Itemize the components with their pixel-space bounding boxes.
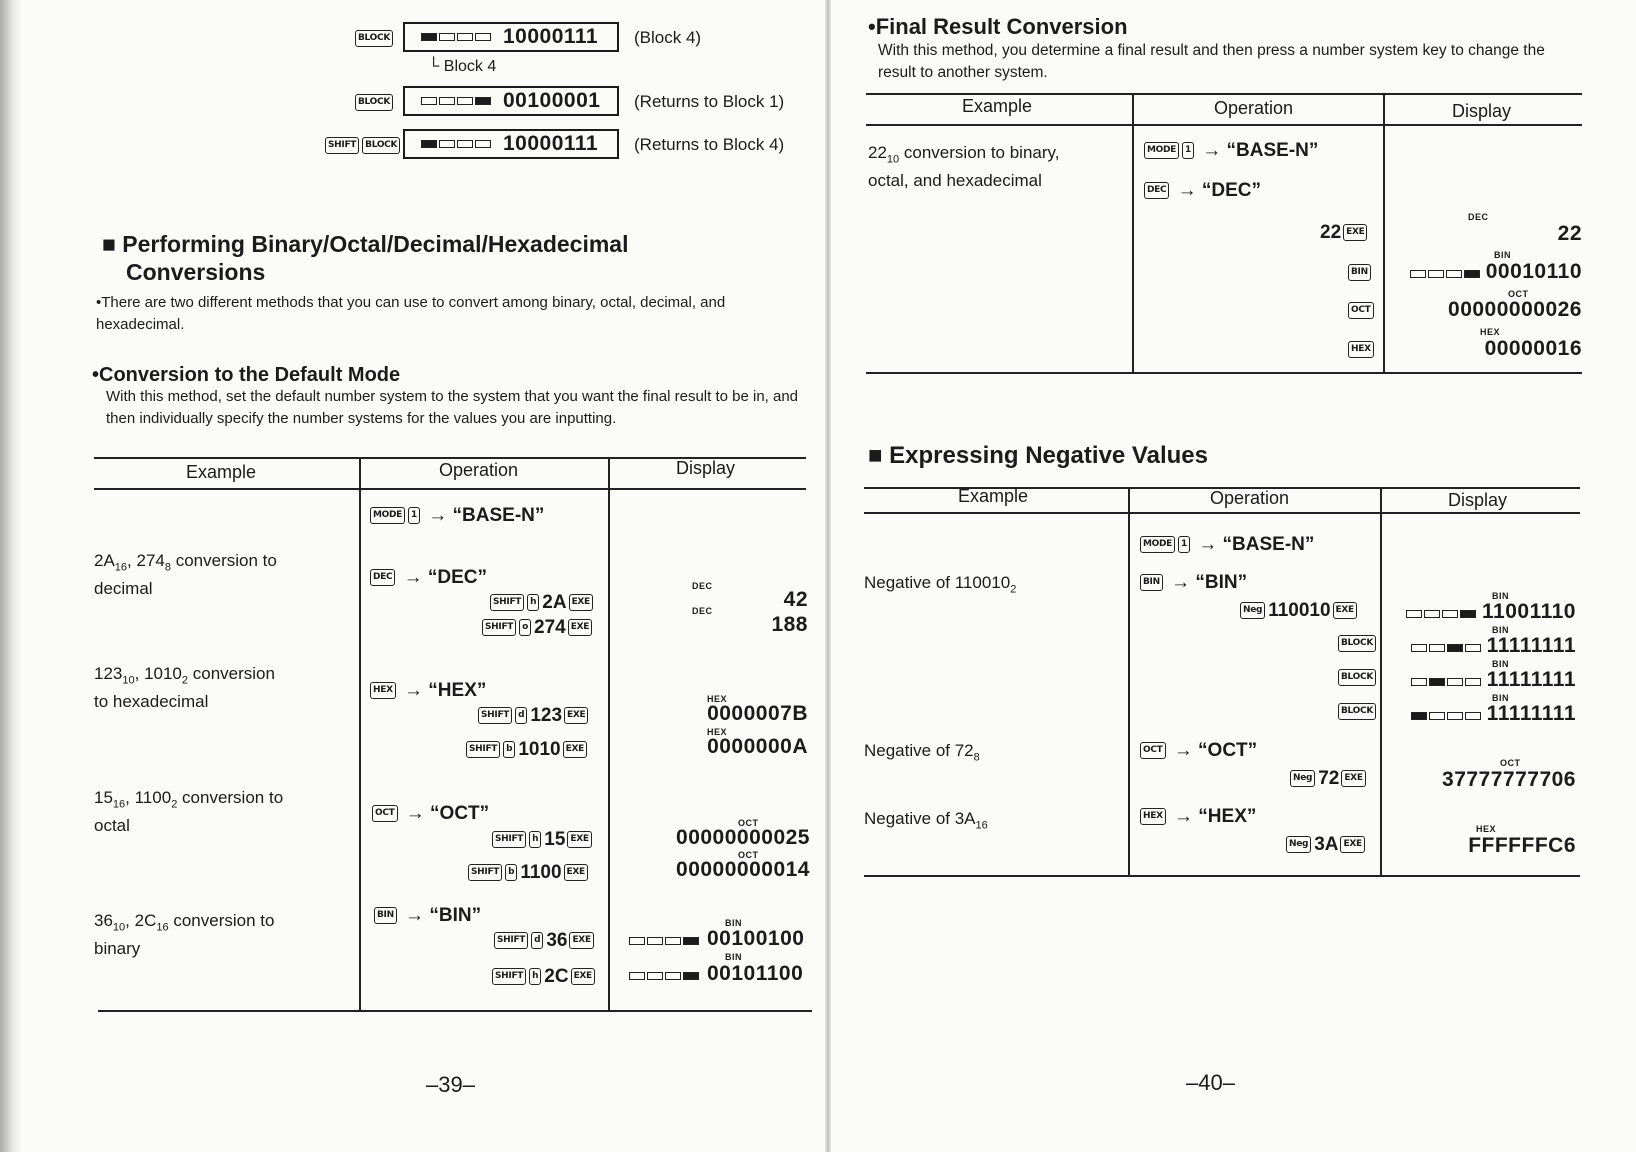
final-title: •Final Result Conversion (868, 14, 1128, 39)
example-4: $36_{10}$, $2C_{16}$ conversion to binary (94, 911, 275, 959)
disp-hex-1: 0000007B (707, 702, 808, 725)
final-header-display: Display (1452, 101, 1512, 121)
final-col-divider-2 (1383, 93, 1385, 373)
block-key-3: SHIFT BLOCK (325, 137, 403, 155)
table-col-divider-2 (608, 457, 610, 1011)
final-op-bin: BIN (1348, 262, 1374, 284)
disp-oct-1: 00000000025 (676, 826, 810, 849)
final-disp-oct: 00000000026 (1448, 298, 1582, 321)
display-block-3: 10000111 (403, 129, 619, 159)
final-example: $22_{10}$ conversion to binary, octal, and hexadecimal (868, 143, 1060, 191)
final-disp-dec: 22 (1557, 222, 1582, 245)
final-disp-bin: 00010110 (1410, 260, 1582, 284)
neg-op-block-3: BLOCK (1338, 701, 1379, 723)
display-block-2: 00100001 (403, 86, 619, 116)
book-gutter (825, 0, 831, 1152)
op-dec: DEC → “DEC” (370, 567, 487, 589)
example-2: $123_{10}$, $1010_2$ conversion to hexadecimal (94, 664, 275, 712)
final-col-divider-1 (1132, 93, 1134, 373)
neg-op-block-1: BLOCK (1338, 633, 1379, 655)
neg-header-example: Example (958, 486, 1029, 506)
neg-col-divider-1 (1128, 487, 1130, 876)
disp-hex-label-2: HEX (707, 727, 728, 737)
disp-bin-1: 00100100 (629, 927, 804, 951)
display-block-1: 10000111 (403, 22, 619, 52)
disp-bin-label-2: BIN (725, 952, 742, 962)
final-header-example: Example (962, 96, 1033, 116)
op-hex-1: SHIFT d 123 EXE (478, 705, 591, 727)
table-header-rule (94, 488, 806, 490)
neg-disp-oct-label: OCT (1500, 758, 1521, 768)
page-number-40: –40– (1186, 1070, 1235, 1095)
block-note-2: (Returns to Block 1) (634, 92, 785, 111)
op-mode: MODE 1 → “BASE-N” (370, 505, 544, 527)
final-disp-bin-label: BIN (1494, 250, 1511, 260)
final-disp-dec-label: DEC (1468, 212, 1489, 222)
neg-disp-bin-2: 11111111 (1411, 634, 1576, 658)
op-bin: BIN → “BIN” (374, 905, 481, 927)
neg-disp-bin-4: 11111111 (1411, 702, 1576, 726)
disp-hex-2: 0000000A (707, 735, 808, 758)
op-bin-2: SHIFT h 2C EXE (492, 966, 598, 988)
neg-example-2: Negative of $72_8$ (864, 741, 980, 764)
final-op-22: 22 EXE (1320, 222, 1370, 244)
final-op-mode: MODE 1 → “BASE-N” (1144, 140, 1318, 162)
neg-op-bin: BIN → “BIN” (1140, 572, 1247, 594)
neg-op-bin-val: Neg 110010 EXE (1240, 600, 1360, 622)
disp-dec-1: 42 (783, 588, 808, 611)
section-title: ■ Performing Binary/Octal/Decimal/Hexadecimal Conversions (102, 231, 629, 285)
page-edge-shadow (0, 0, 22, 1152)
neg-disp-bin-label-1: BIN (1492, 591, 1509, 601)
final-disp-hex-label: HEX (1480, 327, 1501, 337)
sub-title: •Conversion to the Default Mode (92, 364, 401, 386)
neg-header-operation: Operation (1210, 488, 1290, 508)
disp-oct-label-1: OCT (738, 818, 759, 828)
block-note-1: (Block 4) (634, 28, 702, 47)
disp-hex-label-1: HEX (707, 694, 728, 704)
final-header-operation: Operation (1214, 98, 1294, 118)
block4-label: └ Block 4 (428, 58, 497, 75)
header-display: Display (676, 458, 736, 478)
header-example: Example (186, 462, 257, 482)
op-hex-2: SHIFT b 1010 EXE (466, 739, 590, 761)
example-1: $2A_{16}$, $274_8$ conversion to decimal (94, 551, 277, 599)
op-oct-2: SHIFT b 1100 EXE (468, 862, 591, 884)
neg-col-divider-2 (1380, 487, 1382, 876)
disp-dec-2: 188 (771, 613, 808, 636)
neg-disp-bin-1: 11001110 (1406, 600, 1576, 624)
neg-disp-bin-label-3: BIN (1492, 659, 1509, 669)
final-disp-oct-label: OCT (1508, 289, 1529, 299)
final-table-top (866, 93, 1582, 95)
neg-op-oct: OCT → “OCT” (1140, 740, 1257, 762)
example-3: $15_{16}$, $1100_2$ conversion to octal (94, 788, 284, 836)
neg-op-block-2: BLOCK (1338, 667, 1379, 689)
neg-disp-bin-3: 11111111 (1411, 668, 1576, 692)
neg-op-mode: MODE 1 → “BASE-N” (1140, 534, 1314, 556)
neg-disp-hex: FFFFFFC6 (1468, 834, 1576, 857)
op-oct-1: SHIFT h 15 EXE (492, 829, 595, 851)
neg-table-bottom (864, 875, 1580, 877)
block-key-1: BLOCK (355, 30, 396, 48)
final-text: With this method, you determine a final result and then press a number system key to change the result to another system. (878, 42, 1545, 81)
final-op-oct: OCT (1348, 300, 1377, 322)
op-dec-2: SHIFT o 274 EXE (482, 617, 595, 639)
disp-dec-label-1: DEC (692, 581, 713, 591)
block-key-2: BLOCK (355, 94, 396, 112)
neg-op-hex-val: Neg 3A EXE (1286, 834, 1368, 856)
disp-bin-label-1: BIN (725, 918, 742, 928)
disp-oct-label-2: OCT (738, 850, 759, 860)
neg-title: ■ Expressing Negative Values (868, 442, 1208, 469)
neg-op-hex: HEX → “HEX” (1140, 806, 1256, 828)
disp-bin-2: 00101100 (629, 962, 803, 986)
sub-text: With this method, set the default number system to the system that you want the final result to be in, and then individually specify the number systems for the values you are inputting. (106, 388, 799, 427)
final-disp-hex: 00000016 (1484, 337, 1582, 360)
op-oct: OCT → “OCT” (372, 803, 489, 825)
neg-header-display: Display (1448, 490, 1508, 510)
neg-op-oct-val: Neg 72 EXE (1290, 768, 1369, 790)
op-hex: HEX → “HEX” (370, 680, 486, 702)
table-bottom-rule (98, 1010, 812, 1012)
op-bin-1: SHIFT d 36 EXE (494, 930, 597, 952)
neg-disp-oct: 37777777706 (1442, 768, 1576, 791)
neg-disp-bin-label-2: BIN (1492, 625, 1509, 635)
neg-disp-bin-label-4: BIN (1492, 693, 1509, 703)
final-op-hex: HEX (1348, 339, 1377, 361)
disp-dec-label-2: DEC (692, 606, 713, 616)
header-operation: Operation (439, 460, 519, 480)
neg-example-3: Negative of $3A_{16}$ (864, 809, 988, 832)
page-number-39: –39– (426, 1072, 475, 1097)
table-col-divider-1 (359, 457, 361, 1011)
op-dec-1: SHIFT h 2A EXE (490, 592, 596, 614)
neg-disp-hex-label: HEX (1476, 824, 1497, 834)
intro-text: •There are two different methods that you can use to convert among binary, octal, decimal, and hexadecimal. (96, 294, 726, 333)
final-table-bottom (866, 372, 1582, 374)
disp-oct-2: 00000000014 (676, 858, 810, 881)
final-table-header-rule (866, 124, 1582, 126)
final-op-dec: DEC → “DEC” (1144, 180, 1261, 202)
neg-table-header-rule (864, 512, 1580, 514)
neg-example-1: Negative of $110010_2$ (864, 573, 1017, 596)
block-note-3: (Returns to Block 4) (634, 135, 785, 154)
